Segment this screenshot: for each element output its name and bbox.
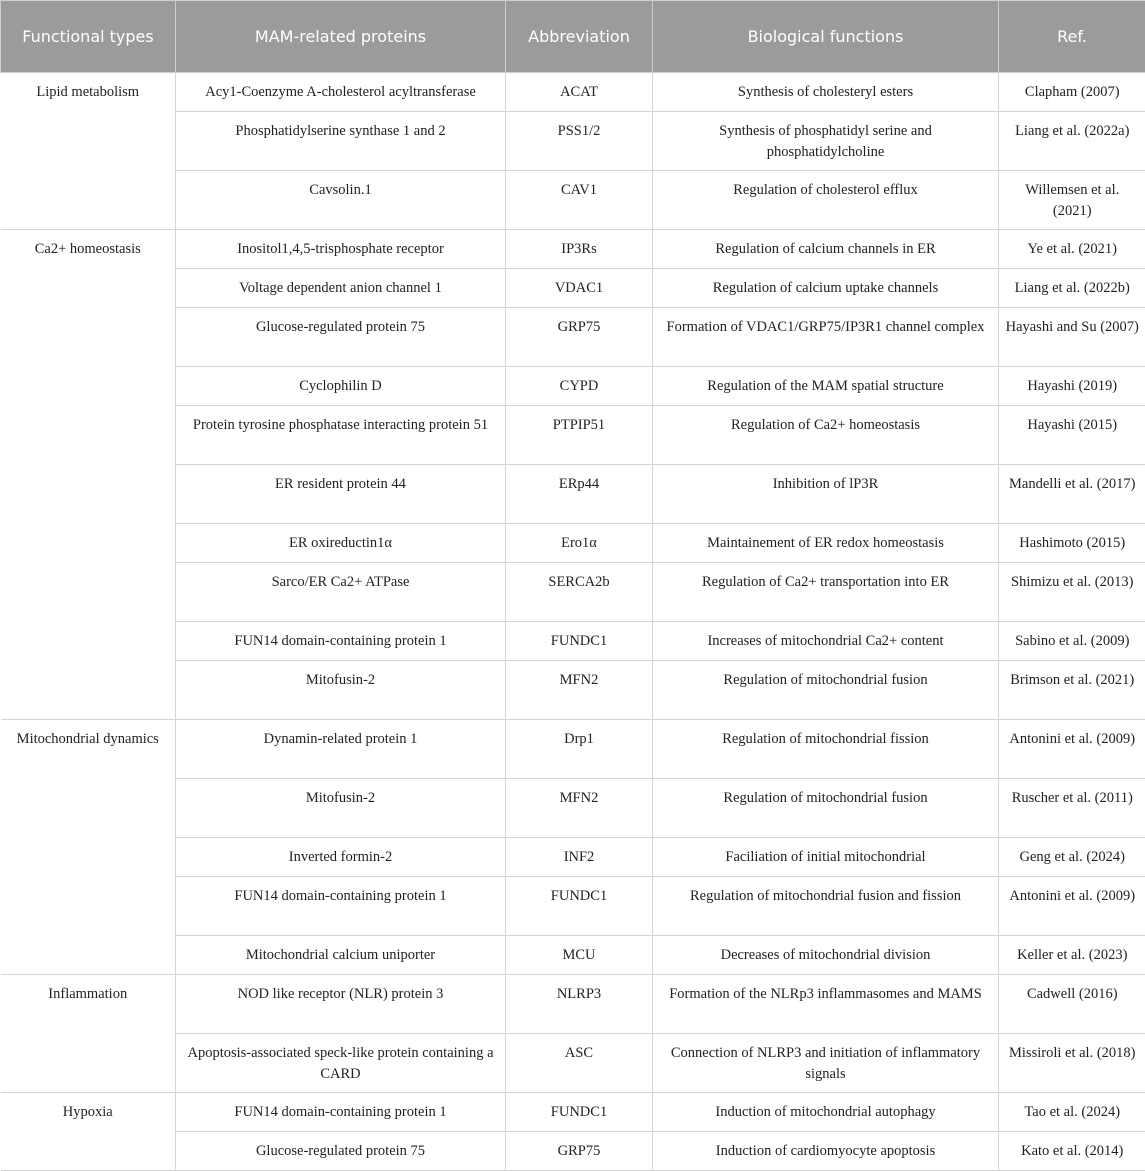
function-cell: Increases of mitochondrial Ca2+ content — [653, 622, 999, 661]
function-cell: Formation of the NLRp3 inflammasomes and MAMS — [653, 975, 999, 1034]
reference-cell: Liang et al. (2022a) — [999, 112, 1145, 171]
abbreviation-cell: IP3Rs — [506, 230, 653, 269]
function-cell: Decreases of mitochondrial division — [653, 936, 999, 975]
functional-type-cell: Lipid metabolism — [1, 73, 176, 230]
functional-type-cell: Ca2+ homeostasis — [1, 230, 176, 720]
protein-cell: Inverted formin-2 — [176, 838, 506, 877]
reference-cell: Antonini et al. (2009) — [999, 720, 1145, 779]
table-row — [1, 1093, 1145, 1132]
header-row — [1, 1, 1145, 73]
protein-cell: Dynamin-related protein 1 — [176, 720, 506, 779]
abbreviation-cell: INF2 — [506, 838, 653, 877]
functional-type-cell: Mitochondrial dynamics — [1, 720, 176, 975]
reference-cell: Clapham (2007) — [999, 73, 1145, 112]
protein-cell: Protein tyrosine phosphatase interacting protein 51 — [176, 406, 506, 465]
abbreviation-cell: NLRP3 — [506, 975, 653, 1034]
reference-cell: Hashimoto (2015) — [999, 524, 1145, 563]
abbreviation-cell: CAV1 — [506, 171, 653, 230]
reference-cell: Sabino et al. (2009) — [999, 622, 1145, 661]
functional-type-cell: Hypoxia — [1, 1093, 176, 1171]
function-cell: Regulation of Ca2+ homeostasis — [653, 406, 999, 465]
abbreviation-cell: ACAT — [506, 73, 653, 112]
protein-cell: Voltage dependent anion channel 1 — [176, 269, 506, 308]
reference-cell: Brimson et al. (2021) — [999, 661, 1145, 720]
abbreviation-cell: VDAC1 — [506, 269, 653, 308]
function-cell: Induction of mitochondrial autophagy — [653, 1093, 999, 1132]
protein-cell: Apoptosis-associated speck-like protein containing a CARD — [176, 1034, 506, 1093]
protein-cell: FUN14 domain-containing protein 1 — [176, 1093, 506, 1132]
functional-type-cell: Inflammation — [1, 975, 176, 1093]
protein-cell: Mitofusin-2 — [176, 661, 506, 720]
abbreviation-cell: CYPD — [506, 367, 653, 406]
protein-cell: Cyclophilin D — [176, 367, 506, 406]
header-proteins: MAM-related proteins — [176, 1, 506, 73]
function-cell: Formation of VDAC1/GRP75/IP3R1 channel complex — [653, 308, 999, 367]
header-abbreviation: Abbreviation — [506, 1, 653, 73]
abbreviation-cell: Ero1α — [506, 524, 653, 563]
abbreviation-cell: PSS1/2 — [506, 112, 653, 171]
abbreviation-cell: FUNDC1 — [506, 1093, 653, 1132]
protein-cell: NOD like receptor (NLR) protein 3 — [176, 975, 506, 1034]
reference-cell: Hayashi (2019) — [999, 367, 1145, 406]
function-cell: Regulation of mitochondrial fusion and fission — [653, 877, 999, 936]
protein-cell: FUN14 domain-containing protein 1 — [176, 622, 506, 661]
function-cell: Induction of cardiomyocyte apoptosis — [653, 1132, 999, 1171]
protein-cell: Glucose-regulated protein 75 — [176, 1132, 506, 1171]
table-row — [1, 720, 1145, 779]
abbreviation-cell: GRP75 — [506, 308, 653, 367]
reference-cell: Antonini et al. (2009) — [999, 877, 1145, 936]
table-row — [1, 230, 1145, 269]
protein-cell: Mitochondrial calcium uniporter — [176, 936, 506, 975]
reference-cell: Willemsen et al. (2021) — [999, 171, 1145, 230]
reference-cell: Tao et al. (2024) — [999, 1093, 1145, 1132]
reference-cell: Missiroli et al. (2018) — [999, 1034, 1145, 1093]
reference-cell: Cadwell (2016) — [999, 975, 1145, 1034]
protein-cell: Sarco/ER Ca2+ ATPase — [176, 563, 506, 622]
function-cell: Regulation of mitochondrial fusion — [653, 661, 999, 720]
reference-cell: Keller et al. (2023) — [999, 936, 1145, 975]
table-row — [1, 975, 1145, 1034]
function-cell: Regulation of mitochondrial fusion — [653, 779, 999, 838]
abbreviation-cell: FUNDC1 — [506, 622, 653, 661]
protein-cell: FUN14 domain-containing protein 1 — [176, 877, 506, 936]
abbreviation-cell: ASC — [506, 1034, 653, 1093]
header-ref: Ref. — [999, 1, 1145, 73]
function-cell: Regulation of mitochondrial fission — [653, 720, 999, 779]
reference-cell: Shimizu et al. (2013) — [999, 563, 1145, 622]
abbreviation-cell: MFN2 — [506, 779, 653, 838]
protein-cell: Acy1-Coenzyme A-cholesterol acyltransferase — [176, 73, 506, 112]
function-cell: Inhibition of lP3R — [653, 465, 999, 524]
abbreviation-cell: FUNDC1 — [506, 877, 653, 936]
reference-cell: Kato et al. (2014) — [999, 1132, 1145, 1171]
function-cell: Regulation of cholesterol efflux — [653, 171, 999, 230]
function-cell: Regulation of calcium uptake channels — [653, 269, 999, 308]
table-row — [1, 73, 1145, 112]
function-cell: Regulation of Ca2+ transportation into ER — [653, 563, 999, 622]
header-functions: Biological functions — [653, 1, 999, 73]
protein-cell: Glucose-regulated protein 75 — [176, 308, 506, 367]
reference-cell: Liang et al. (2022b) — [999, 269, 1145, 308]
function-cell: Synthesis of cholesteryl esters — [653, 73, 999, 112]
reference-cell: Geng et al. (2024) — [999, 838, 1145, 877]
protein-cell: Mitofusin-2 — [176, 779, 506, 838]
abbreviation-cell: PTPIP51 — [506, 406, 653, 465]
abbreviation-cell: MCU — [506, 936, 653, 975]
function-cell: Regulation of the MAM spatial structure — [653, 367, 999, 406]
protein-cell: Phosphatidylserine synthase 1 and 2 — [176, 112, 506, 171]
function-cell: Regulation of calcium channels in ER — [653, 230, 999, 269]
reference-cell: Ruscher et al. (2011) — [999, 779, 1145, 838]
abbreviation-cell: Drp1 — [506, 720, 653, 779]
protein-cell: Inositol1,4,5-trisphosphate receptor — [176, 230, 506, 269]
protein-cell: ER oxireductin1α — [176, 524, 506, 563]
reference-cell: Mandelli et al. (2017) — [999, 465, 1145, 524]
function-cell: Connection of NLRP3 and initiation of inflammatory signals — [653, 1034, 999, 1093]
reference-cell: Hayashi and Su (2007) — [999, 308, 1145, 367]
header-functional-types: Functional types — [1, 1, 176, 73]
abbreviation-cell: ERp44 — [506, 465, 653, 524]
abbreviation-cell: SERCA2b — [506, 563, 653, 622]
protein-cell: ER resident protein 44 — [176, 465, 506, 524]
function-cell: Faciliation of initial mitochondrial — [653, 838, 999, 877]
function-cell: Synthesis of phosphatidyl serine and phosphatidylcholine — [653, 112, 999, 171]
function-cell: Maintainement of ER redox homeostasis — [653, 524, 999, 563]
reference-cell: Ye et al. (2021) — [999, 230, 1145, 269]
abbreviation-cell: GRP75 — [506, 1132, 653, 1171]
protein-cell: Cavsolin.1 — [176, 171, 506, 230]
reference-cell: Hayashi (2015) — [999, 406, 1145, 465]
abbreviation-cell: MFN2 — [506, 661, 653, 720]
